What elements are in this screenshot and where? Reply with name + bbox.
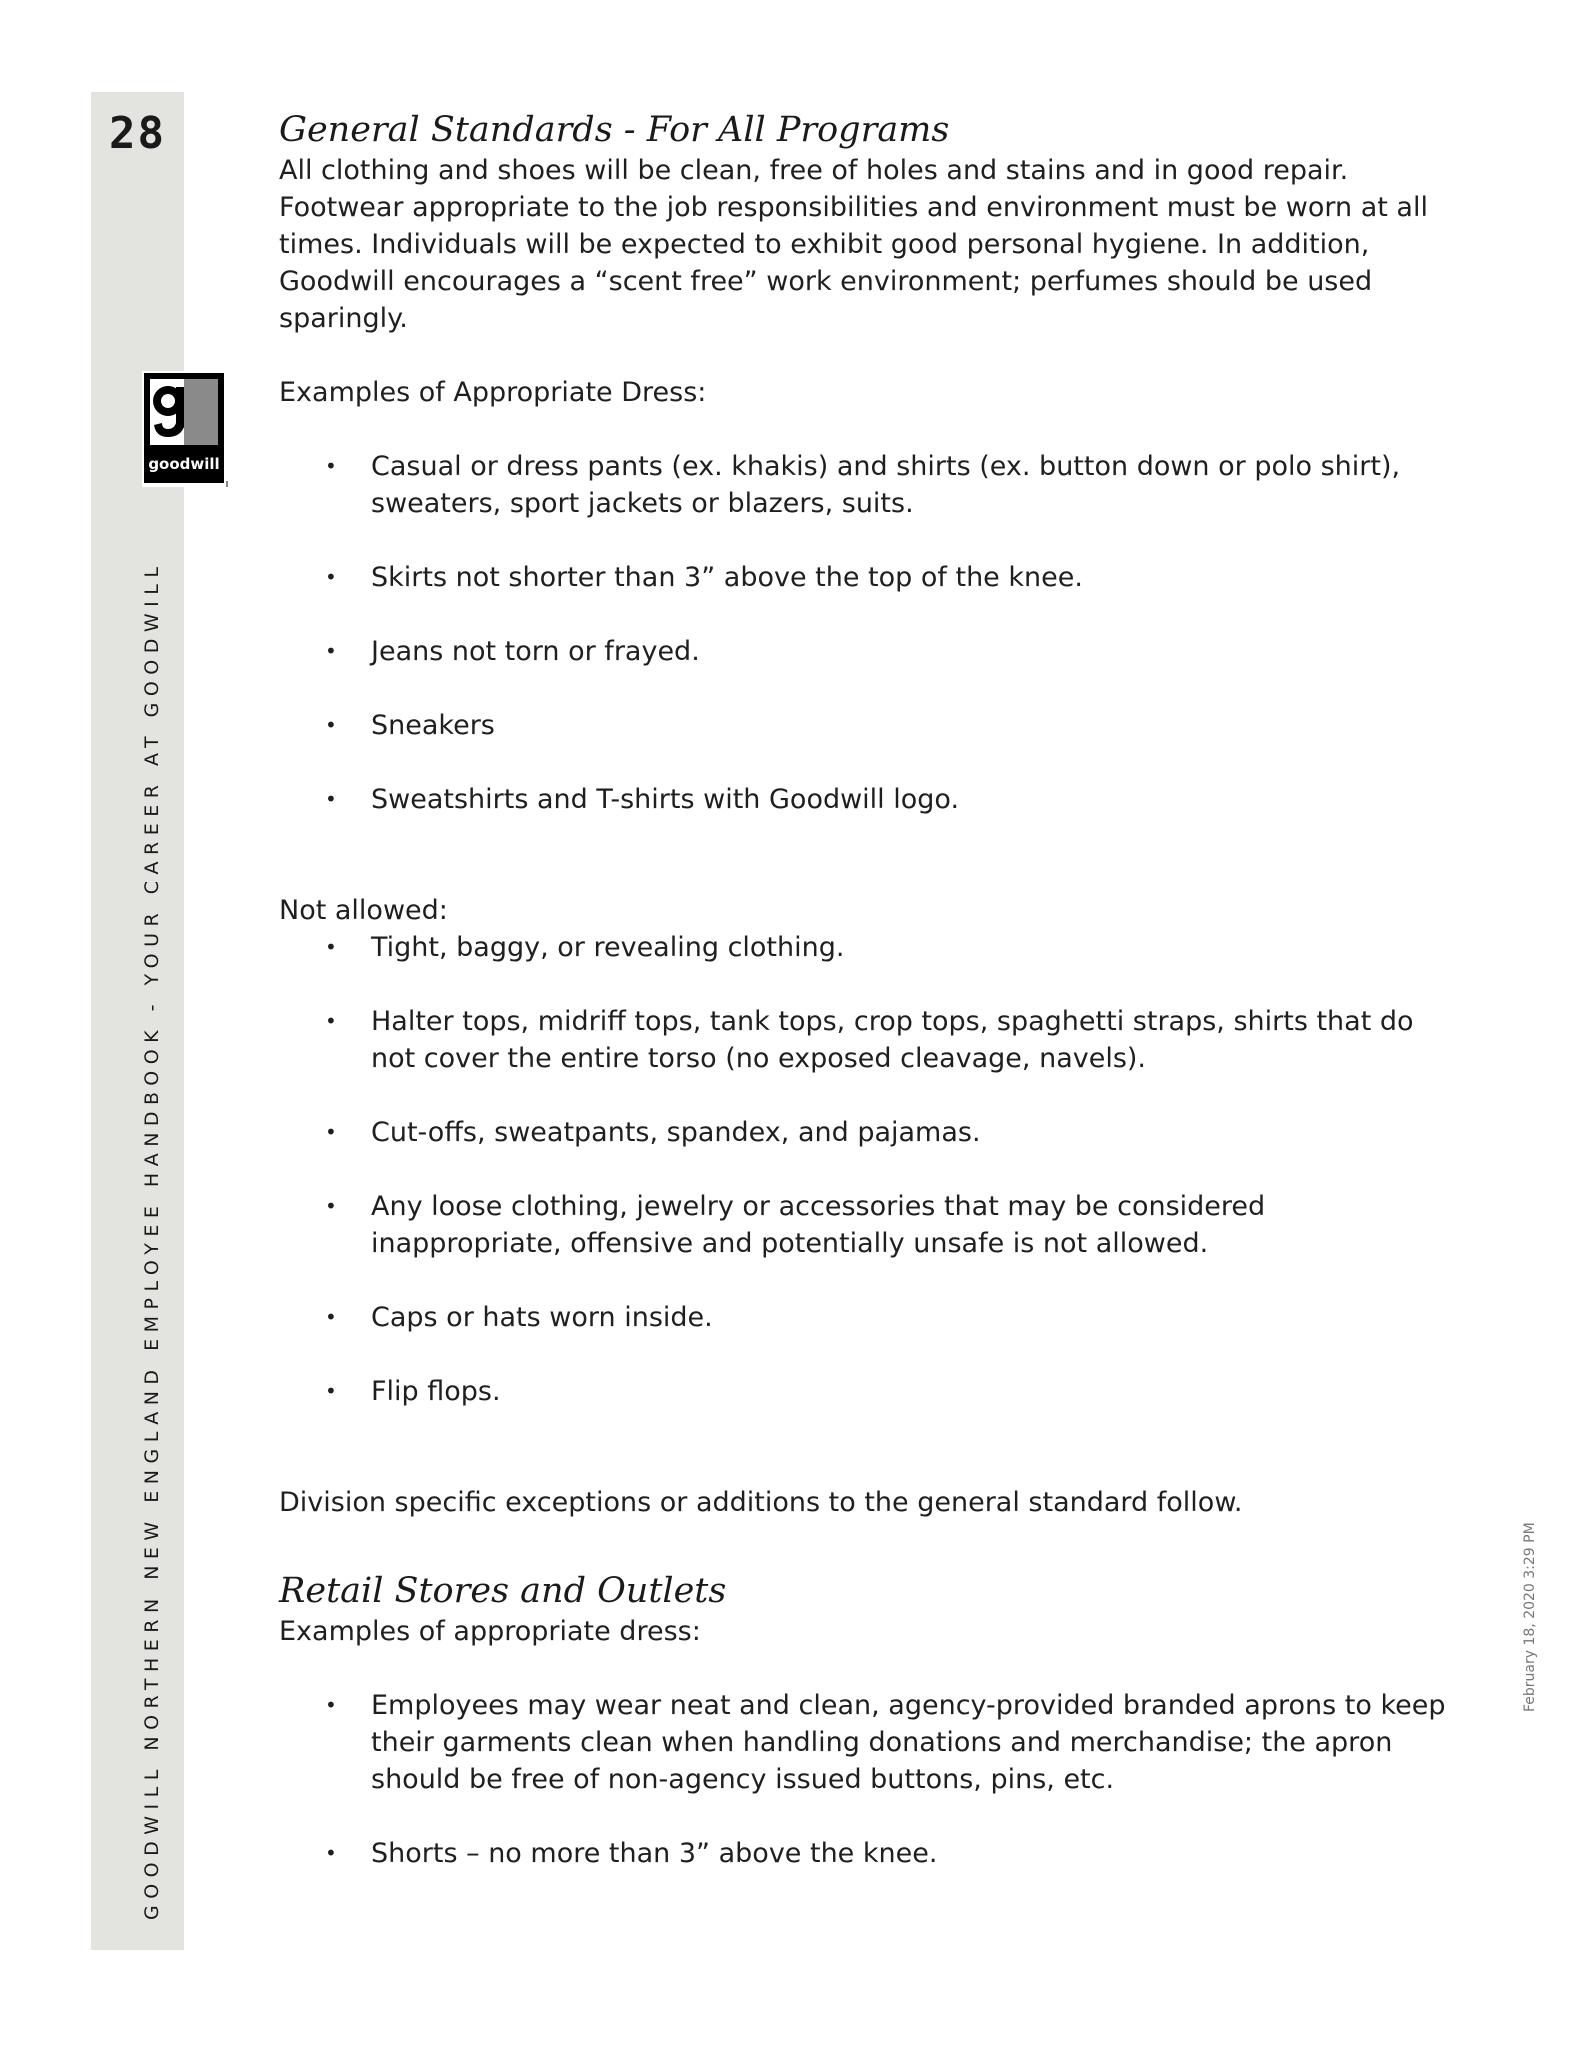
list-item: • Jeans not torn or frayed.	[279, 633, 1449, 670]
general-intro-paragraph: All clothing and shoes will be clean, free of holes and stains and in good repair. Footwear appropriate to the job responsibilities and environment must be worn at all times. Individuals will be expected to exhibit good personal hygiene. In addition, Goodwill encourages a “scent free” work environment; perfumes should be used sparingly.	[279, 155, 1428, 334]
list-item: • Employees may wear neat and clean, agency-provided branded aprons to keep their garments clean when handling donations and merchandise; the apron should be free of non-agency issued buttons, pins, etc.	[279, 1687, 1449, 1798]
list-item: • Any loose clothing, jewelry or accessories that may be considered inappropriate, offensive and potentially unsafe is not allowed.	[279, 1188, 1449, 1262]
list-item: • Skirts not shorter than 3” above the top of the knee.	[279, 559, 1449, 596]
list-item: • Sneakers	[279, 707, 1449, 744]
retail-heading: Retail Stores and Outlets	[279, 1571, 727, 1611]
list-item: • Shorts – no more than 3” above the knee.	[279, 1835, 1449, 1872]
list-item: • Tight, baggy, or revealing clothing.	[279, 929, 1449, 966]
retail-appropriate-label: Examples of appropriate dress:	[279, 1616, 701, 1647]
appropriate-dress-list	[279, 448, 1449, 818]
general-standards-heading: General Standards - For All Programs	[279, 110, 950, 150]
retail-dress-list	[279, 1687, 1449, 1872]
list-item: • Caps or hats worn inside.	[279, 1299, 1449, 1336]
not-allowed-label: Not allowed:	[279, 895, 448, 926]
list-item: • Flip flops.	[279, 1373, 1449, 1410]
list-item: • Cut-offs, sweatpants, spandex, and pajamas.	[279, 1114, 1449, 1151]
handbook-title: GOODWILL NORTHERN NEW ENGLAND EMPLOYEE HANDBOOK - YOUR CAREER AT GOODWILL	[141, 560, 163, 1920]
list-item: • Casual or dress pants (ex. khakis) and shirts (ex. button down or polo shirt), sweaters, sport jackets or blazers, suits.	[279, 448, 1449, 522]
list-item: • Halter tops, midriff tops, tank tops, crop tops, spaghetti straps, shirts that do not cover the entire torso (no exposed cleavage, navels).	[279, 1003, 1449, 1077]
appropriate-dress-label: Examples of Appropriate Dress:	[279, 377, 707, 408]
goodwill-logo-icon	[142, 371, 228, 487]
print-timestamp: February 18, 2020 3:29 PM	[1522, 1522, 1538, 1712]
logo-wordmark: goodwill	[148, 455, 220, 473]
page-number: 28	[109, 108, 166, 159]
division-note: Division specific exceptions or additions to the general standard follow.	[279, 1487, 1243, 1518]
not-allowed-list	[279, 929, 1449, 1410]
goodwill-logo	[142, 371, 228, 487]
list-item: • Sweatshirts and T-shirts with Goodwill logo.	[279, 781, 1449, 818]
main-content	[279, 108, 1449, 1872]
